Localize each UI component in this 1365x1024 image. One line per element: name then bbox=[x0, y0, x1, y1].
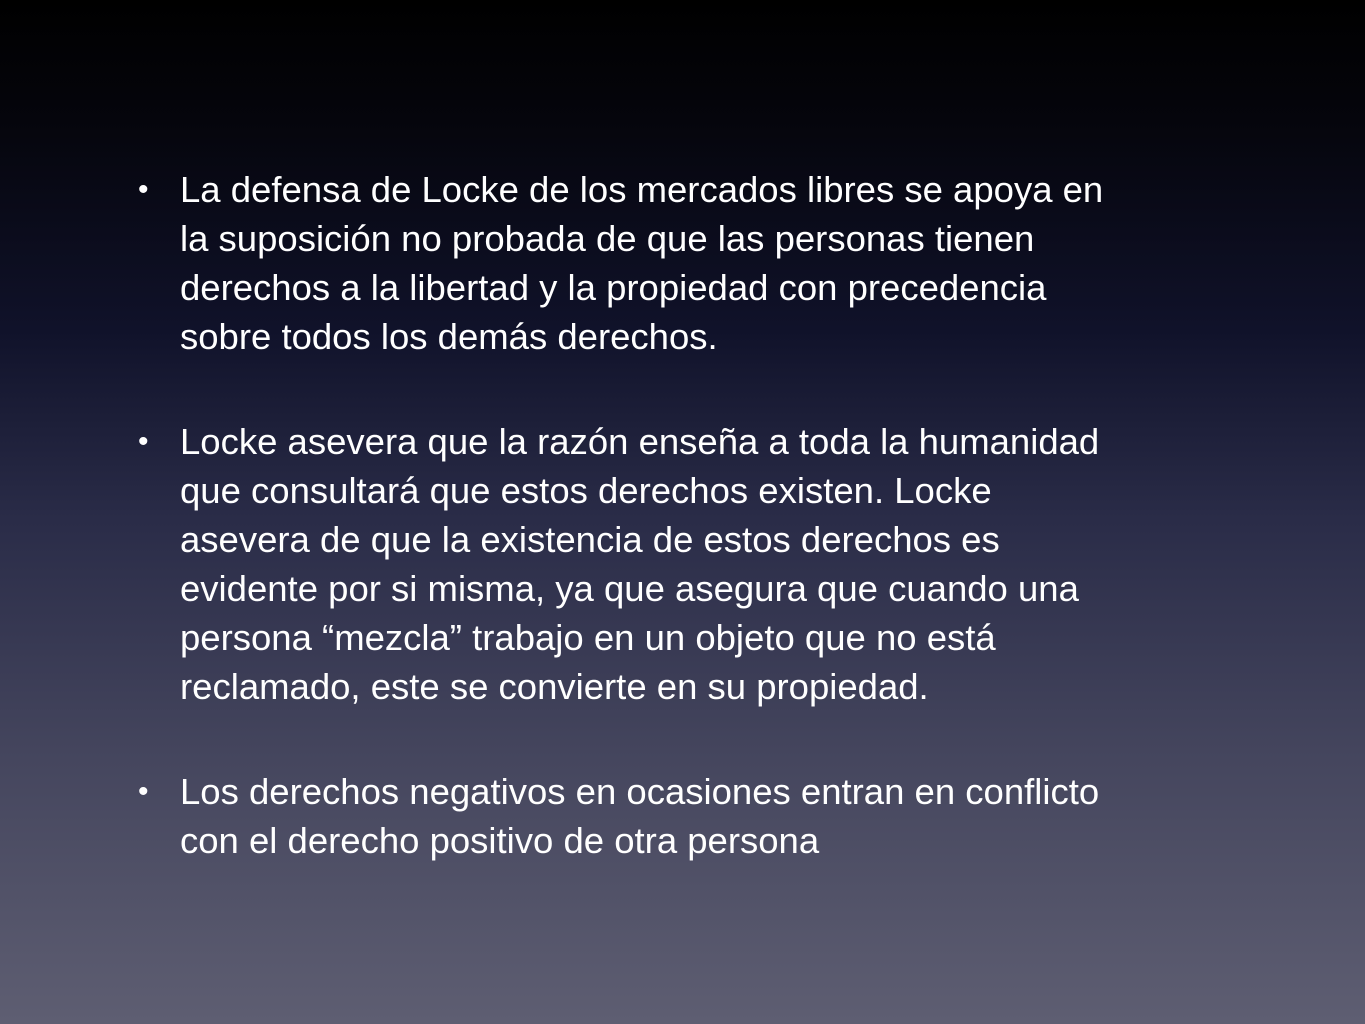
bullet-item-1 bbox=[138, 165, 1248, 361]
bullet-2-line-3: asevera de que la existencia de estos derechos es bbox=[180, 519, 1000, 560]
bullet-2-line-2: que consultará que estos derechos existen. Locke bbox=[180, 470, 992, 511]
bullet-2-line-4: evidente por si misma, ya que asegura que cuando una bbox=[180, 568, 1079, 609]
bullet-2-line-5: persona “mezcla” trabajo en un objeto que no está bbox=[180, 617, 996, 658]
bullet-2-line-1: Locke asevera que la razón enseña a toda la humanidad bbox=[180, 421, 1100, 462]
bullet-1-line-4: sobre todos los demás derechos. bbox=[180, 316, 718, 357]
bullet-1-line-1: La defensa de Locke de los mercados libres se apoya en bbox=[180, 169, 1104, 210]
bullet-3-line-2: con el derecho positivo de otra persona bbox=[180, 820, 820, 861]
bullet-item-2 bbox=[138, 417, 1248, 711]
bullet-1-line-2: la suposición no probada de que las personas tienen bbox=[180, 218, 1035, 259]
bullet-3-line-1: Los derechos negativos en ocasiones entran en conflicto bbox=[180, 771, 1100, 812]
bullet-2-line-6: reclamado, este se convierte en su propiedad. bbox=[180, 666, 929, 707]
bullet-item-3 bbox=[138, 767, 1248, 865]
bullet-1-line-3: derechos a la libertad y la propiedad con precedencia bbox=[180, 267, 1047, 308]
bullet-dot-icon: • bbox=[138, 173, 149, 206]
bullet-dot-icon: • bbox=[138, 425, 149, 458]
bullet-dot-icon: • bbox=[138, 775, 149, 808]
bullet-list bbox=[138, 165, 1248, 865]
